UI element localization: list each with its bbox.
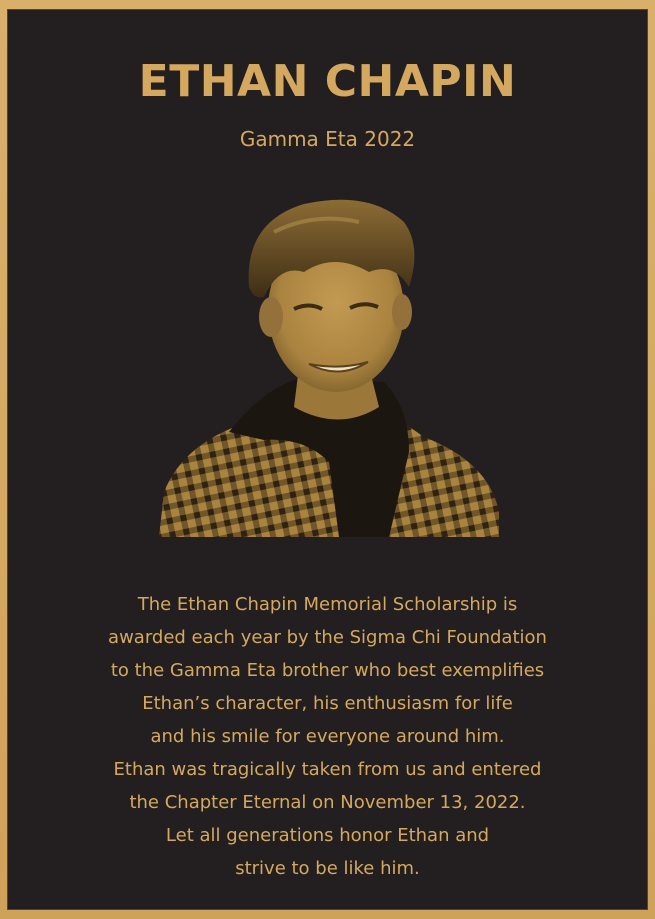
- inscription-line: to the Gamma Eta brother who best exemplifies: [110, 660, 545, 681]
- inscription-line: The Ethan Chapin Memorial Scholarship is: [137, 594, 518, 615]
- inscription-line: Ethan’s character, his enthusiasm for life: [142, 693, 513, 714]
- inscription-line: and his smile for everyone around him.: [150, 726, 505, 747]
- inscription-line: Ethan was tragically taken from us and entered: [113, 759, 542, 780]
- memorial-plaque: [7, 9, 648, 910]
- inscription-line: strive to be like him.: [235, 858, 420, 879]
- plaque-title-name: ETHAN CHAPIN: [138, 56, 517, 107]
- portrait-photo: [154, 192, 499, 537]
- inscription-line: the Chapter Eternal on November 13, 2022.: [129, 792, 526, 813]
- inscription-line: awarded each year by the Sigma Chi Foundation: [108, 627, 547, 648]
- plaque-subtitle: Gamma Eta 2022: [239, 127, 416, 151]
- inscription-text: [18, 588, 637, 885]
- inscription-line: Let all generations honor Ethan and: [165, 825, 490, 846]
